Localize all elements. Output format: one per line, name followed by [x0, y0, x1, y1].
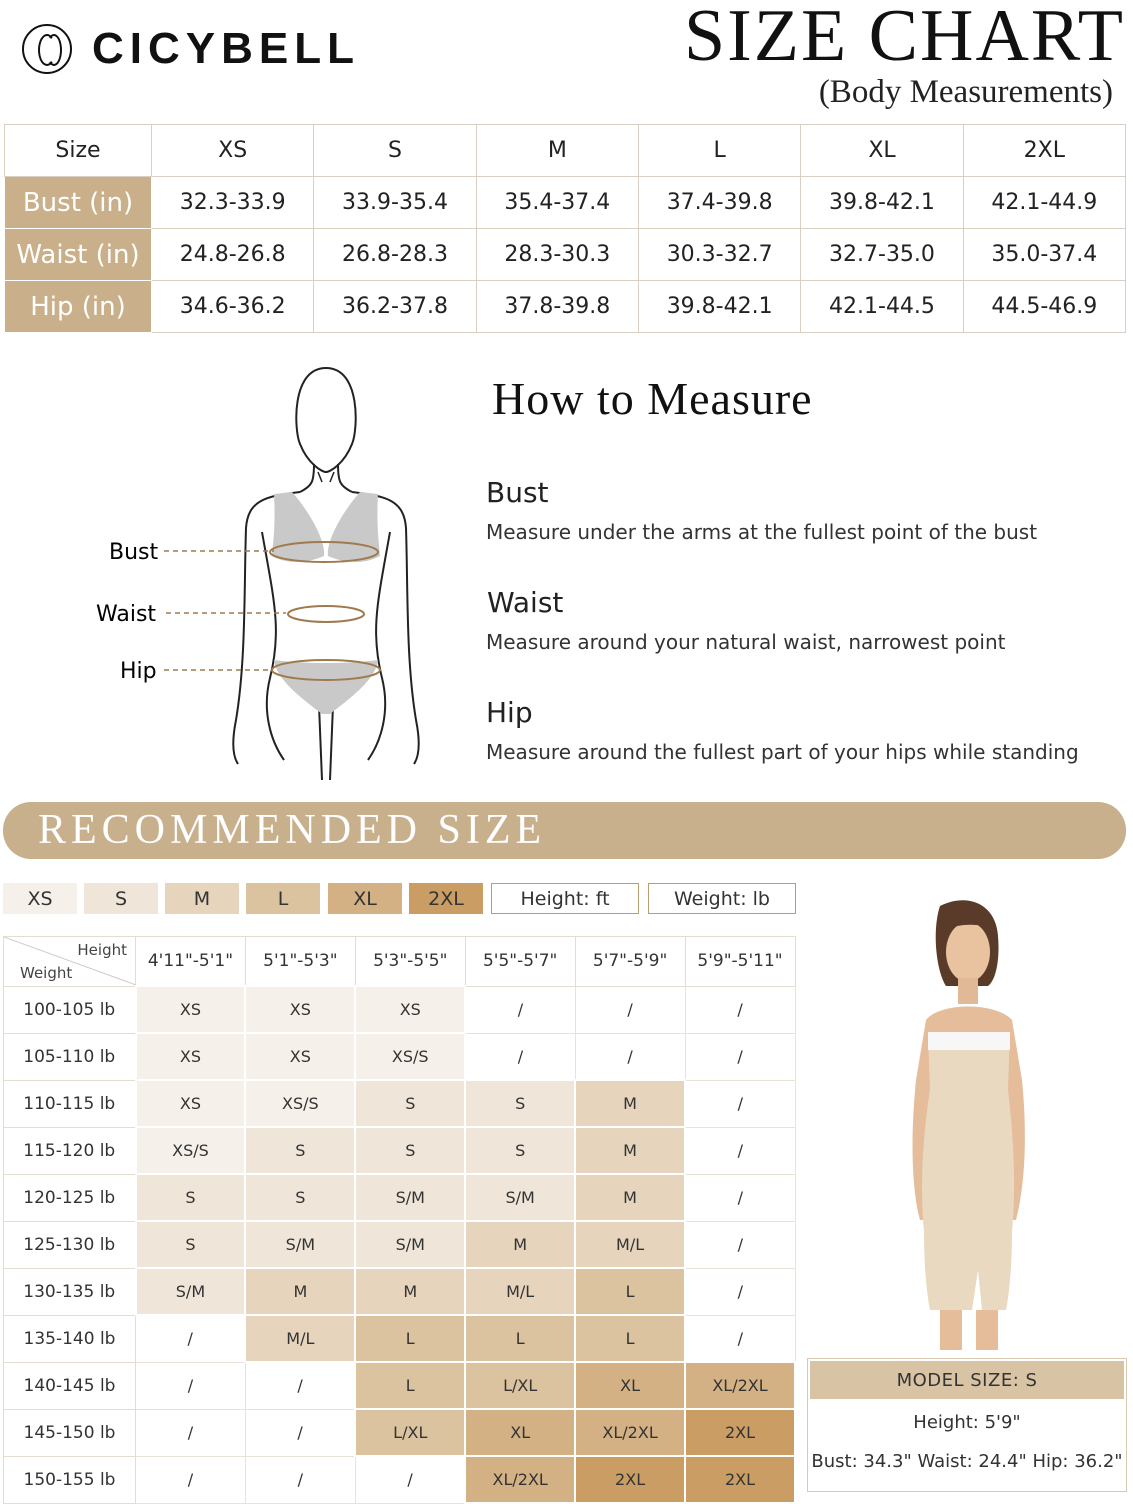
size-cell: / — [685, 1174, 795, 1221]
size-cell: XS/S — [245, 1080, 355, 1127]
size-column-header: XS — [152, 125, 314, 177]
weight-row-label: 145-150 lb — [4, 1409, 136, 1456]
size-cell: S — [136, 1174, 246, 1221]
size-cell: / — [575, 986, 685, 1033]
height-column-header: 5'1"-5'3" — [245, 937, 355, 987]
recommended-title: RECOMMENDED SIZE — [38, 807, 547, 853]
table-row — [4, 1268, 796, 1315]
table-row — [4, 1315, 796, 1362]
size-cell: 2XL — [685, 1456, 795, 1503]
size-cell: 2XL — [685, 1409, 795, 1456]
size-cell: / — [685, 1033, 795, 1080]
measurement-value: 39.8-42.1 — [638, 281, 800, 333]
measure-waist-text: Measure around your natural waist, narrowest point — [486, 630, 1006, 654]
measure-bust-text: Measure under the arms at the fullest point of the bust — [486, 520, 1038, 544]
measurement-value: 44.5-46.9 — [963, 281, 1125, 333]
size-cell: L — [355, 1315, 465, 1362]
size-cell: S — [245, 1127, 355, 1174]
weight-row-label: 105-110 lb — [4, 1033, 136, 1080]
size-cell: / — [465, 986, 575, 1033]
measurement-value: 30.3-32.7 — [638, 229, 800, 281]
measure-bust-heading: Bust — [486, 476, 549, 509]
model-height: Height: 5'9" — [913, 1412, 1021, 1433]
table-row — [4, 1221, 796, 1268]
size-cell: XL/2XL — [575, 1409, 685, 1456]
table-row — [4, 1456, 796, 1503]
legend-xs: XS — [3, 883, 77, 914]
size-cell: L/XL — [465, 1362, 575, 1409]
figure-label-bust: Bust — [109, 540, 159, 565]
height-column-header: 5'7"-5'9" — [575, 937, 685, 987]
table-row — [4, 1362, 796, 1409]
size-cell: S — [245, 1174, 355, 1221]
table-row — [4, 1174, 796, 1221]
size-cell: L — [355, 1362, 465, 1409]
weight-row-label: 125-130 lb — [4, 1221, 136, 1268]
size-column-header: M — [476, 125, 638, 177]
size-cell: / — [685, 1268, 795, 1315]
size-cell: XS — [136, 1080, 246, 1127]
recommended-size-table — [3, 936, 796, 1504]
size-cell: S — [465, 1127, 575, 1174]
brand — [22, 20, 360, 78]
size-cell: / — [245, 1362, 355, 1409]
size-cell: S/M — [355, 1221, 465, 1268]
size-cell: L — [575, 1268, 685, 1315]
height-unit-label: Height: ft — [491, 883, 639, 914]
recommended-header-row — [4, 937, 796, 987]
height-column-header: 5'3"-5'5" — [355, 937, 465, 987]
size-cell: / — [355, 1456, 465, 1503]
size-cell: XL — [575, 1362, 685, 1409]
size-cell: S — [355, 1127, 465, 1174]
model-measurements: Bust: 34.3" Waist: 24.4" Hip: 36.2" — [811, 1451, 1123, 1472]
corner-weight-label: Weight — [20, 963, 73, 982]
weight-row-label: 120-125 lb — [4, 1174, 136, 1221]
body-table-row — [5, 177, 1126, 229]
size-cell: / — [245, 1409, 355, 1456]
size-cell: XS — [136, 986, 246, 1033]
corner-height-label: Height — [77, 941, 127, 959]
size-cell: M — [465, 1221, 575, 1268]
measurement-label: Hip (in) — [5, 281, 152, 333]
body-figure-illustration — [86, 360, 446, 785]
measurement-label: Waist (in) — [5, 229, 152, 281]
height-column-header: 4'11"-5'1" — [136, 937, 246, 987]
measure-hip-text: Measure around the fullest part of your hips while standing — [486, 740, 1079, 764]
brand-logo-icon — [22, 24, 72, 74]
size-cell: / — [685, 1080, 795, 1127]
page-subtitle: (Body Measurements) — [818, 74, 1113, 110]
size-cell: S/M — [465, 1174, 575, 1221]
size-cell: S — [355, 1080, 465, 1127]
size-cell: / — [685, 1127, 795, 1174]
weight-unit-label: Weight: lb — [648, 883, 796, 914]
table-row — [4, 986, 796, 1033]
size-cell: M — [575, 1080, 685, 1127]
measurement-value: 37.8-39.8 — [476, 281, 638, 333]
size-cell: XS — [245, 986, 355, 1033]
body-table-row — [5, 281, 1126, 333]
weight-row-label: 135-140 lb — [4, 1315, 136, 1362]
weight-row-label: 115-120 lb — [4, 1127, 136, 1174]
size-cell: / — [245, 1456, 355, 1503]
size-column-header: 2XL — [963, 125, 1125, 177]
measurement-value: 34.6-36.2 — [152, 281, 314, 333]
measurement-value: 42.1-44.9 — [963, 177, 1125, 229]
table-row — [4, 1033, 796, 1080]
page-title: SIZE CHART — [683, 0, 1125, 77]
table-corner — [4, 937, 136, 987]
size-cell: / — [575, 1033, 685, 1080]
height-column-header: 5'5"-5'7" — [465, 937, 575, 987]
table-row — [4, 1127, 796, 1174]
legend-xl: XL — [328, 883, 402, 914]
legend-2xl: 2XL — [409, 883, 483, 914]
height-column-header: 5'9"-5'11" — [685, 937, 795, 987]
size-cell: L — [465, 1315, 575, 1362]
measurement-value: 26.8-28.3 — [314, 229, 476, 281]
size-cell: M — [355, 1268, 465, 1315]
weight-row-label: 140-145 lb — [4, 1362, 136, 1409]
model-size: MODEL SIZE: S — [810, 1361, 1124, 1399]
measurement-value: 35.4-37.4 — [476, 177, 638, 229]
size-cell: XS/S — [136, 1127, 246, 1174]
legend-l: L — [246, 883, 320, 914]
body-table-header — [5, 125, 1126, 177]
size-cell: S/M — [355, 1174, 465, 1221]
size-cell: S/M — [136, 1268, 246, 1315]
measurement-value: 37.4-39.8 — [638, 177, 800, 229]
size-cell: M — [575, 1127, 685, 1174]
size-cell: XL/2XL — [685, 1362, 795, 1409]
how-to-measure-title: How to Measure — [492, 373, 813, 424]
measure-hip-heading: Hip — [486, 696, 533, 729]
measurement-value: 35.0-37.4 — [963, 229, 1125, 281]
brand-name: CICYBELL — [92, 24, 360, 73]
measurement-value: 33.9-35.4 — [314, 177, 476, 229]
size-cell: XL — [465, 1409, 575, 1456]
size-cell: XS — [245, 1033, 355, 1080]
size-cell: / — [136, 1362, 246, 1409]
size-cell: / — [685, 1315, 795, 1362]
size-cell: M — [245, 1268, 355, 1315]
size-cell: XS/S — [355, 1033, 465, 1080]
size-column-header: L — [638, 125, 800, 177]
weight-row-label: 150-155 lb — [4, 1456, 136, 1503]
measurement-value: 42.1-44.5 — [801, 281, 963, 333]
size-cell: / — [685, 1221, 795, 1268]
figure-label-hip: Hip — [120, 659, 157, 684]
size-cell: M — [575, 1174, 685, 1221]
size-cell: M/L — [465, 1268, 575, 1315]
table-row — [4, 1080, 796, 1127]
legend-m: M — [165, 883, 239, 914]
measurement-value: 28.3-30.3 — [476, 229, 638, 281]
size-cell: S/M — [245, 1221, 355, 1268]
size-column-header: XL — [801, 125, 963, 177]
measurement-value: 36.2-37.8 — [314, 281, 476, 333]
size-cell: S — [136, 1221, 246, 1268]
weight-row-label: 100-105 lb — [4, 986, 136, 1033]
size-header-cell: Size — [5, 125, 152, 177]
size-cell: L — [575, 1315, 685, 1362]
size-cell: M/L — [575, 1221, 685, 1268]
body-table-row — [5, 229, 1126, 281]
size-cell: 2XL — [575, 1456, 685, 1503]
size-cell: / — [465, 1033, 575, 1080]
size-column-header: S — [314, 125, 476, 177]
size-cell: M/L — [245, 1315, 355, 1362]
weight-row-label: 110-115 lb — [4, 1080, 136, 1127]
legend-s: S — [84, 883, 158, 914]
size-cell: / — [136, 1315, 246, 1362]
table-row — [4, 1409, 796, 1456]
size-cell: L/XL — [355, 1409, 465, 1456]
measurement-value: 32.7-35.0 — [801, 229, 963, 281]
size-cell: / — [685, 986, 795, 1033]
size-cell: XS — [355, 986, 465, 1033]
size-cell: XL/2XL — [465, 1456, 575, 1503]
body-measurement-table — [4, 124, 1126, 333]
measurement-label: Bust (in) — [5, 177, 152, 229]
measurement-value: 24.8-26.8 — [152, 229, 314, 281]
weight-row-label: 130-135 lb — [4, 1268, 136, 1315]
model-photo — [800, 890, 1130, 1350]
size-cell: S — [465, 1080, 575, 1127]
measure-waist-heading: Waist — [487, 586, 564, 619]
size-cell: / — [136, 1409, 246, 1456]
size-cell: XS — [136, 1033, 246, 1080]
size-cell: / — [136, 1456, 246, 1503]
measurement-value: 39.8-42.1 — [801, 177, 963, 229]
figure-label-waist: Waist — [96, 602, 157, 627]
measurement-value: 32.3-33.9 — [152, 177, 314, 229]
